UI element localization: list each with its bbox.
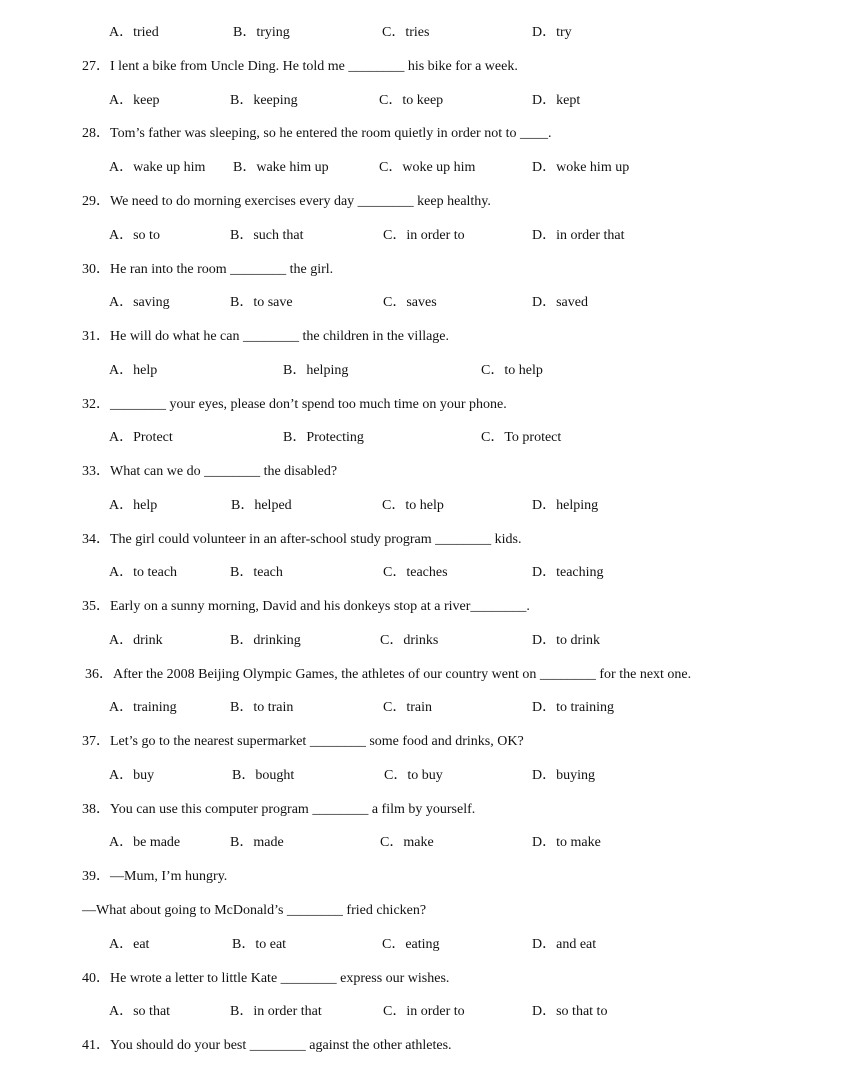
option-a: A．to teach: [109, 565, 178, 580]
question-38-stem: 38．You can use this computer program ________ a film by yourself.: [82, 802, 476, 817]
option-b: B．to train: [230, 700, 294, 715]
question-35-stem: 35．Early on a sunny morning, David and his donkeys stop at a river________.: [82, 599, 530, 614]
option-c: C．to help: [382, 498, 444, 513]
option-b: B．to save: [230, 295, 293, 310]
question-33-stem: 33．What can we do ________ the disabled?: [82, 464, 338, 479]
option-d: D．kept: [532, 93, 581, 108]
question-27-stem: 27．I lent a bike from Uncle Ding. He told me ________ his bike for a week.: [82, 59, 518, 74]
option-d: D．try: [532, 25, 572, 40]
option-c: C．teaches: [383, 565, 448, 580]
option-c: C．to keep: [379, 93, 444, 108]
option-c: C．To protect: [481, 430, 562, 445]
option-a: A．wake up him: [109, 160, 206, 175]
option-c: C．eating: [382, 937, 440, 952]
question-29-stem: 29．We need to do morning exercises every day ________ keep healthy.: [82, 194, 491, 209]
option-b: B．bought: [232, 768, 295, 783]
question-36-stem: 36．After the 2008 Beijing Olympic Games, the athletes of our country went on ________ for the next one.: [85, 667, 692, 682]
option-b: B．teach: [230, 565, 283, 580]
question-30-stem: 30．He ran into the room ________ the girl.: [82, 262, 334, 277]
option-c: C．drinks: [380, 633, 439, 648]
option-d: D．helping: [532, 498, 599, 513]
question-28-stem: 28．Tom’s father was sleeping, so he entered the room quietly in order not to ____.: [82, 126, 552, 141]
question-41-stem: 41．You should do your best ________ against the other athletes.: [82, 1038, 452, 1053]
option-a: A．saving: [109, 295, 170, 310]
option-b: B．in order that: [230, 1004, 322, 1019]
option-a: A．Protect: [109, 430, 173, 445]
option-c: C．make: [380, 835, 434, 850]
option-c: C．saves: [383, 295, 437, 310]
option-a: A．so to: [109, 228, 160, 243]
option-a: A．tried: [109, 25, 159, 40]
option-a: A．help: [109, 498, 158, 513]
question-34-stem: 34．The girl could volunteer in an after-school study program ________ kids.: [82, 532, 522, 547]
option-d: D．so that to: [532, 1004, 608, 1019]
option-b: B．drinking: [230, 633, 301, 648]
option-b: B．keeping: [230, 93, 298, 108]
option-b: B．made: [230, 835, 284, 850]
option-d: D．to drink: [532, 633, 601, 648]
option-a: A．be made: [109, 835, 181, 850]
option-c: C．in order to: [383, 228, 465, 243]
option-c: C．woke up him: [379, 160, 476, 175]
option-a: A．training: [109, 700, 177, 715]
option-b: B．trying: [233, 25, 290, 40]
question-39-dialogue: —What about going to McDonald’s ________ fried chicken?: [82, 903, 427, 918]
question-31-stem: 31．He will do what he can ________ the children in the village.: [82, 329, 450, 344]
option-a: A．help: [109, 363, 158, 378]
option-a: A．eat: [109, 937, 150, 952]
question-39-stem: 39．—Mum, I’m hungry.: [82, 869, 228, 884]
option-d: D．and eat: [532, 937, 597, 952]
option-d: D．woke him up: [532, 160, 630, 175]
option-c: C．in order to: [383, 1004, 465, 1019]
option-c: C．tries: [382, 25, 430, 40]
option-b: B．wake him up: [233, 160, 329, 175]
option-c: C．train: [383, 700, 432, 715]
option-a: A．buy: [109, 768, 155, 783]
question-32-stem: 32．________ your eyes, please don’t spend too much time on your phone.: [82, 397, 507, 412]
option-b: B．Protecting: [283, 430, 364, 445]
option-c: C．to buy: [384, 768, 443, 783]
option-d: D．saved: [532, 295, 588, 310]
option-d: D．teaching: [532, 565, 604, 580]
option-b: B．helping: [283, 363, 349, 378]
option-d: D．in order that: [532, 228, 625, 243]
option-d: D．to make: [532, 835, 601, 850]
option-d: D．to training: [532, 700, 615, 715]
option-b: B．helped: [231, 498, 292, 513]
question-37-stem: 37．Let’s go to the nearest supermarket ________ some food and drinks, OK?: [82, 734, 524, 749]
option-a: A．so that: [109, 1004, 171, 1019]
option-a: A．drink: [109, 633, 163, 648]
option-a: A．keep: [109, 93, 160, 108]
option-d: D．buying: [532, 768, 595, 783]
option-b: B．such that: [230, 228, 304, 243]
option-c: C．to help: [481, 363, 543, 378]
option-b: B．to eat: [232, 937, 287, 952]
question-40-stem: 40．He wrote a letter to little Kate ________ express our wishes.: [82, 971, 450, 986]
